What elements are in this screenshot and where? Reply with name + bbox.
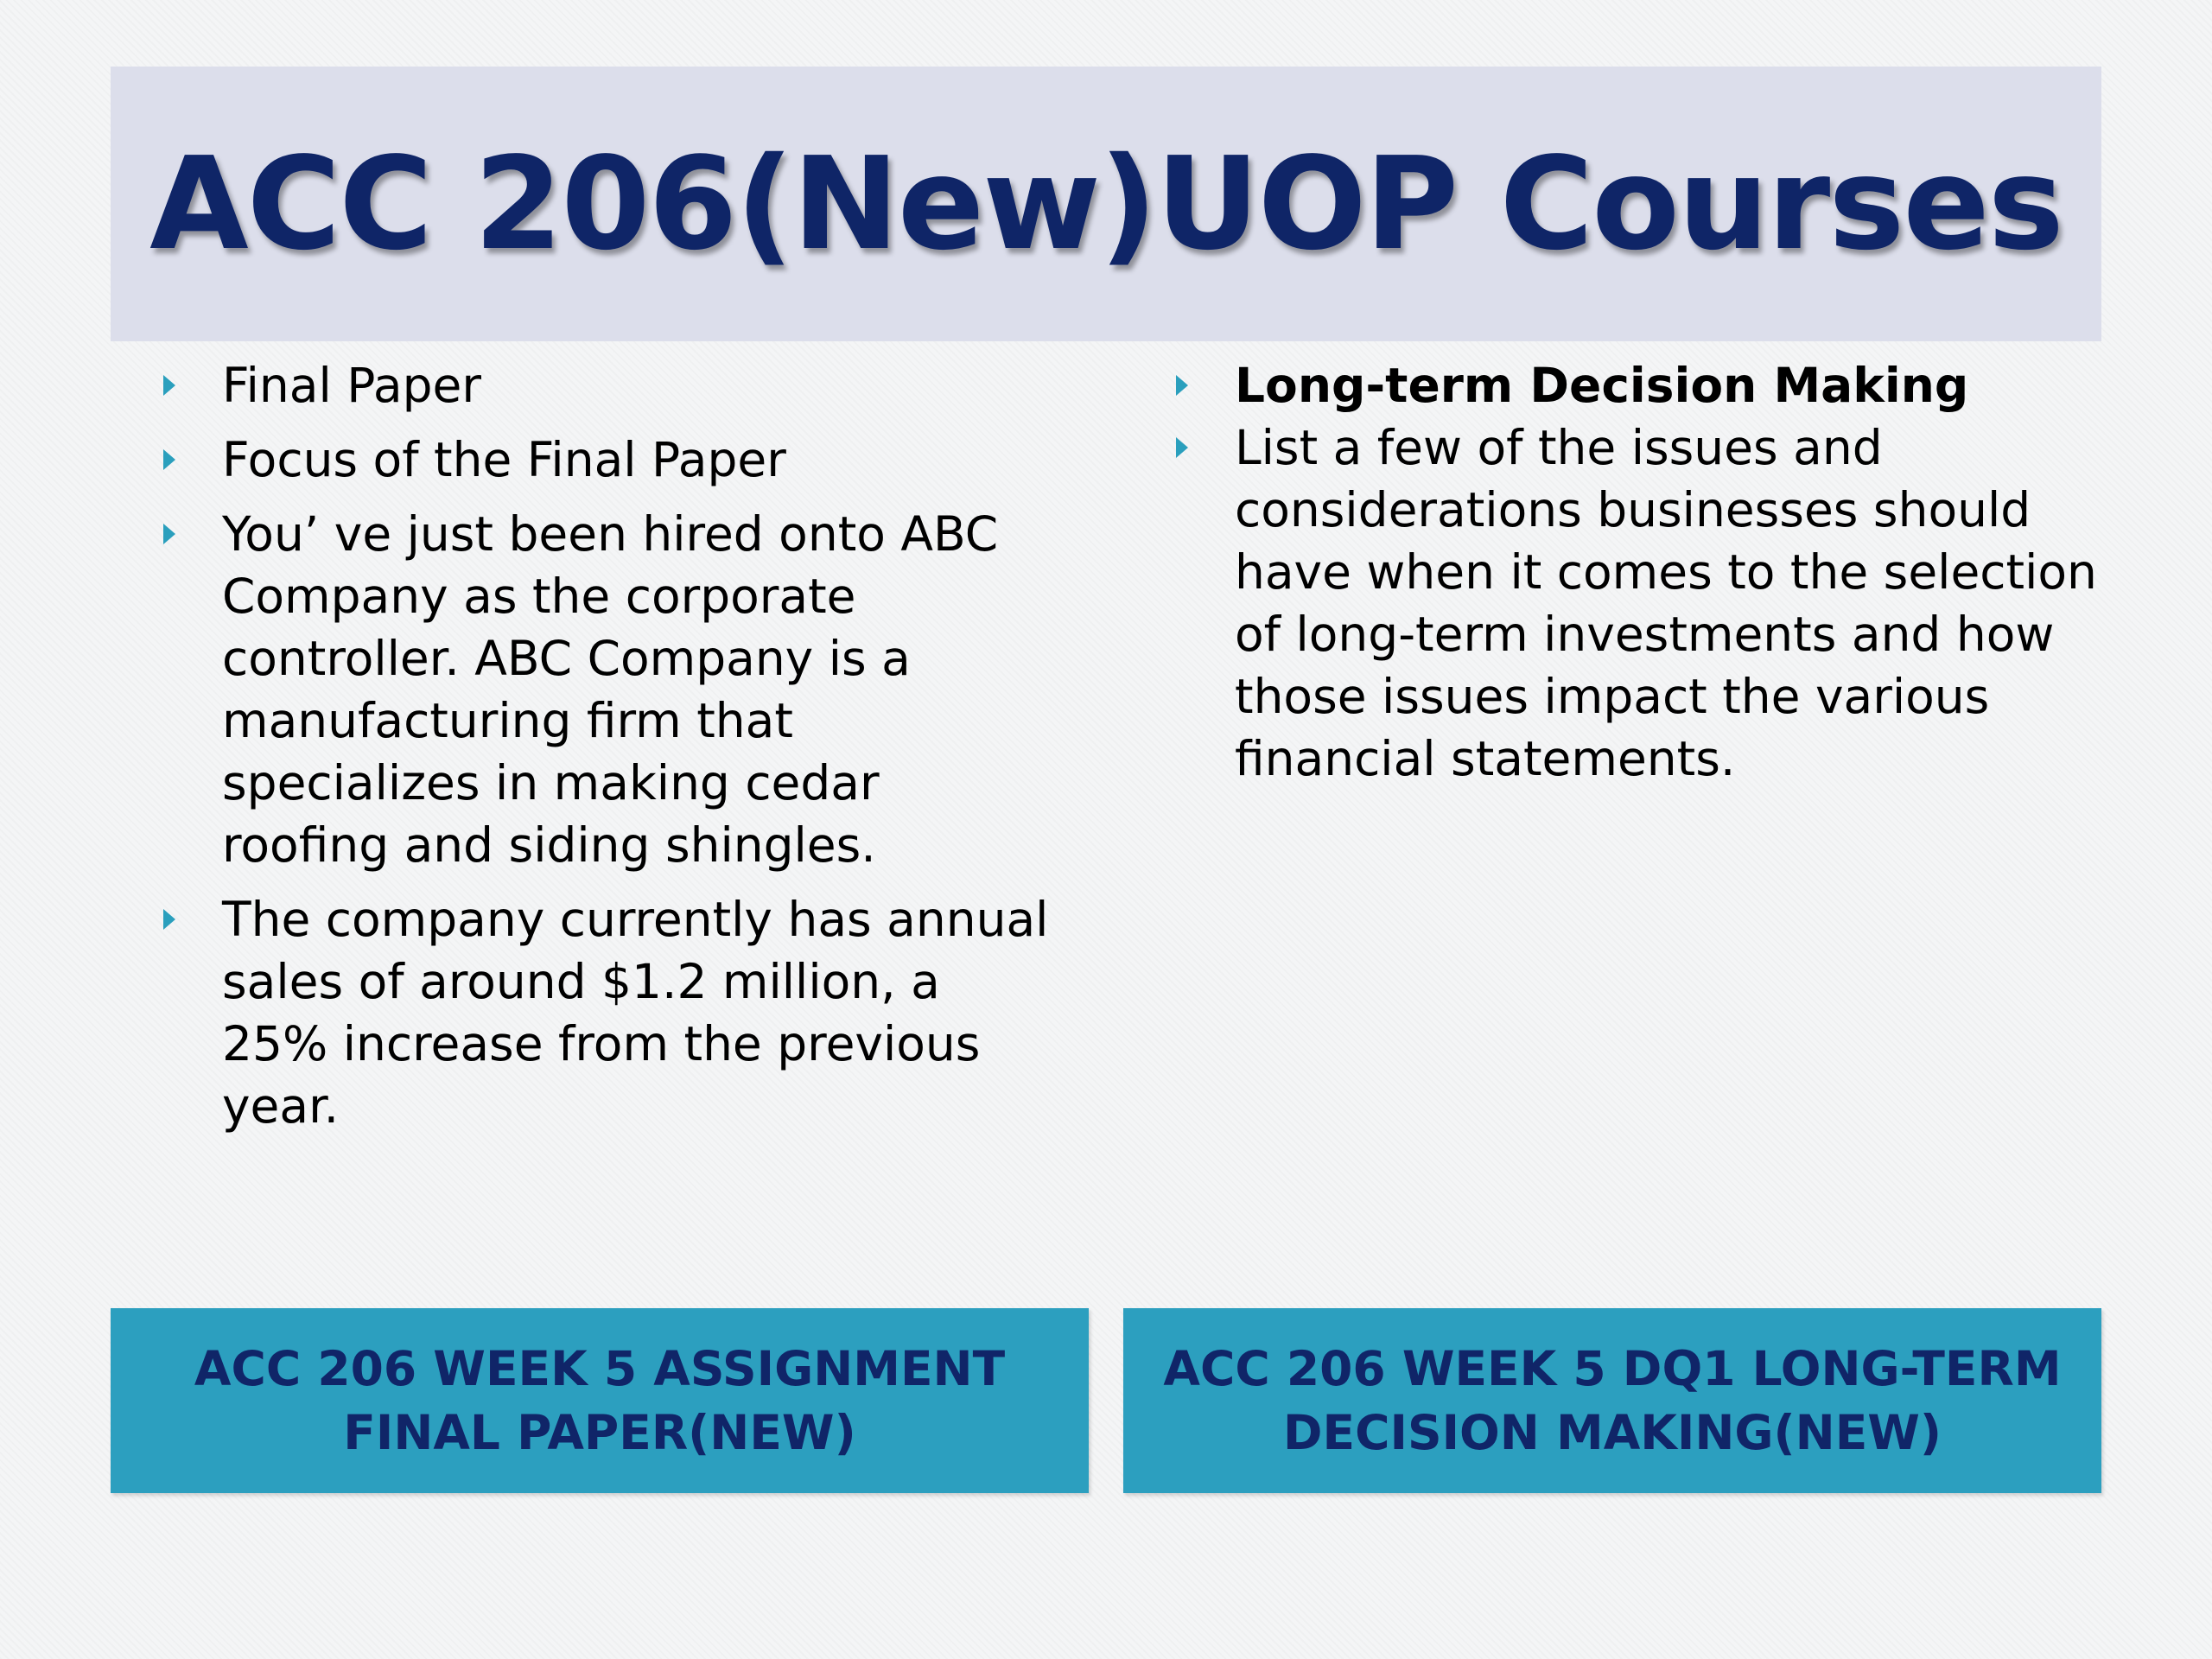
long-term-decision-link-button[interactable] bbox=[1123, 1308, 2101, 1493]
bullet-item bbox=[1173, 416, 2106, 790]
bullet-text: Final Paper bbox=[222, 358, 482, 413]
link-label: ACC 206 WEEK 5 DQ1 LONG-TERM DECISION MAKING(NEW) bbox=[1163, 1341, 2062, 1460]
link-label: ACC 206 WEEK 5 ASSIGNMENT FINAL PAPER(NEW) bbox=[194, 1341, 1006, 1460]
triangle-right-icon bbox=[163, 375, 175, 396]
bullet-item bbox=[160, 503, 1058, 876]
bullet-item bbox=[160, 888, 1058, 1137]
slide-title: ACC 206(New)UOP Courses bbox=[149, 130, 2063, 278]
bullet-item bbox=[160, 429, 1058, 491]
bullet-item-heading bbox=[1173, 354, 2106, 416]
right-bullet-list bbox=[1173, 354, 2106, 790]
bullet-text: Long-term Decision Making bbox=[1235, 358, 1969, 413]
bullet-text: List a few of the issues and considerations businesses should have when it comes to the selection of long-term investments and how those issues impact the various financial statements. bbox=[1235, 420, 2097, 786]
triangle-right-icon bbox=[163, 909, 175, 930]
left-bullet-list bbox=[160, 354, 1058, 1149]
bullet-text: Focus of the Final Paper bbox=[222, 432, 786, 487]
final-paper-link-button[interactable] bbox=[111, 1308, 1089, 1493]
bullet-text: The company currently has annual sales of around $1.2 million, a 25% increase from the previous year. bbox=[222, 892, 1049, 1134]
bullet-text: You’ ve just been hired onto ABC Company as the corporate controller. ABC Company is a manufacturing firm that specializes in making cedar roofing and siding shingles. bbox=[222, 506, 999, 873]
triangle-right-icon bbox=[163, 524, 175, 544]
triangle-right-icon bbox=[163, 449, 175, 470]
title-band bbox=[111, 67, 2101, 341]
triangle-right-icon bbox=[1176, 437, 1188, 458]
bullet-item bbox=[160, 354, 1058, 416]
triangle-right-icon bbox=[1176, 375, 1188, 396]
